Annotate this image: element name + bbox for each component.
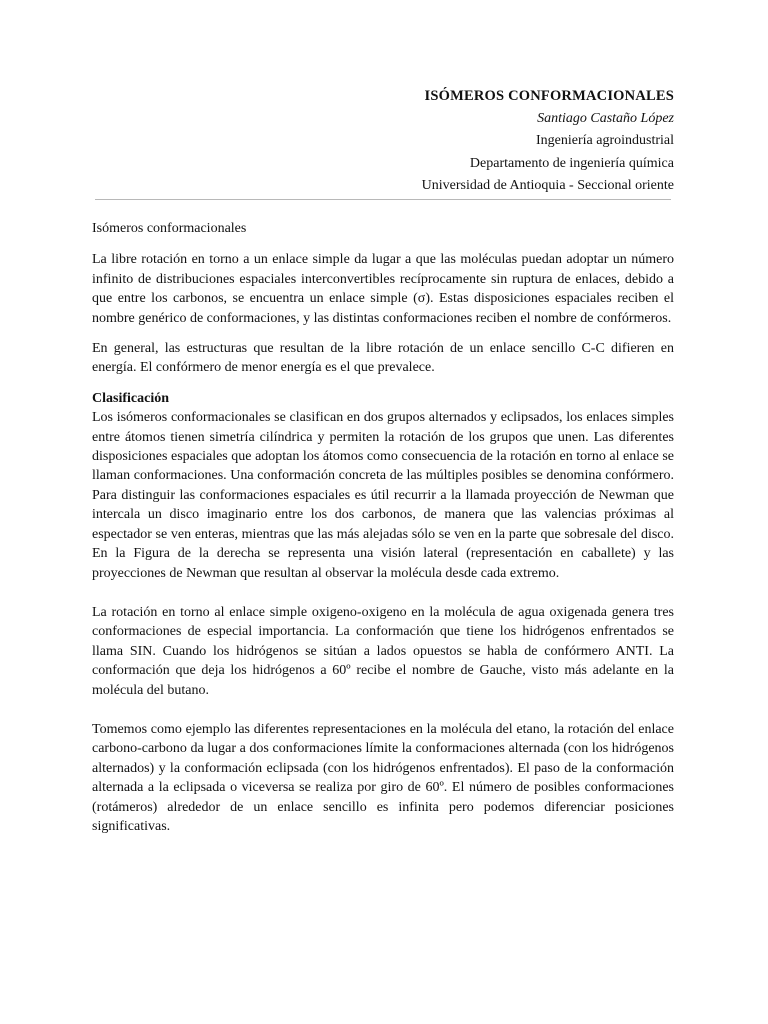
paragraph-1: La libre rotación en torno a un enlace simple da lugar a que las moléculas puedan adoptar un número infinito de distribuciones espaciales interconvertibles recíprocamente sin ruptura de enlaces, debido a que entre los carbonos, se encuentra un enlace simple (σ). Estas disposiciones espaciales reciben el nombre genérico de conformaciones, y las distintas conformaciones reciben el nombre de confórmeros. (92, 252, 674, 326)
paragraph-5: Tomemos como ejemplo las diferentes representaciones en la molécula del etano, la rotación del enlace carbono-carbono da lugar a dos conformaciones límite la conformaciones alternada (con los hidrógenos alternados) y la conformación eclipsada (con los hidrógenos enfrentados). El paso de la conformación alternada a la eclipsada o viceversa se realiza por giro de 60º. El número de posibles conformaciones (rotámeros) alrededor de un enlace sencillo es infinita pero podemos diferenciar posiciones significativas. (92, 721, 674, 834)
document-body (92, 219, 674, 836)
paragraph-3: Los isómeros conformacionales se clasifican en dos grupos alternados y eclipsados, los enlaces simples entre átomos tienen simetría cilíndrica y permiten la rotación de los grupos que unen. Las diferentes disposiciones espaciales que adoptan los átomos como consecuencia de la rotación en torno al enlace se llaman conformaciones. Una conformación concreta de las múltiples posibles se denomina confórmero. Para distinguir las conformaciones espaciales es útil recurrir a la llamada proyección de Newman que intercala un disco imaginario entre los dos carbonos, de manera que las valencias próximas al espectador se ven enteras, mientras que las más alejadas sólo se ven en la parte que sobresale del disco. En la Figura de la derecha se representa una visión lateral (representación en caballete) y las proyecciones de Newman que resultan al observar la molécula desde cada extremo. (92, 410, 674, 581)
intro-title: Isómeros conformacionales (92, 221, 247, 236)
document-header (92, 85, 674, 198)
department-name: Departamento de ingeniería química (469, 155, 674, 171)
header-divider (95, 199, 671, 200)
paragraph-4: La rotación en torno al enlace simple oxigeno-oxigeno en la molécula de agua oxigenada genera tres conformaciones de especial importancia. La conformación que tiene los hidrógenos enfrentados se llama SIN. Cuando los hidrógenos se sitúan a lados opuestos se habla de confórmero ANTI. La conformación que deja los hidrógenos a 60º recibe el nombre de Gauche, visto más adelante en la molécula del butano. (92, 604, 674, 698)
program-name: Ingeniería agroindustrial (535, 133, 674, 148)
classification-heading: Clasificación (92, 390, 169, 406)
author-name: Santiago Castaño López (537, 110, 674, 126)
document-title: ISÓMEROS CONFORMACIONALES (424, 88, 674, 104)
university-name: Universidad de Antioquia - Seccional oriente (421, 178, 674, 193)
paragraph-2: En general, las estructuras que resultan de la libre rotación de un enlace sencillo C-C difieren en energía. El confórmero de menor energía es el que prevalece. (92, 341, 674, 376)
